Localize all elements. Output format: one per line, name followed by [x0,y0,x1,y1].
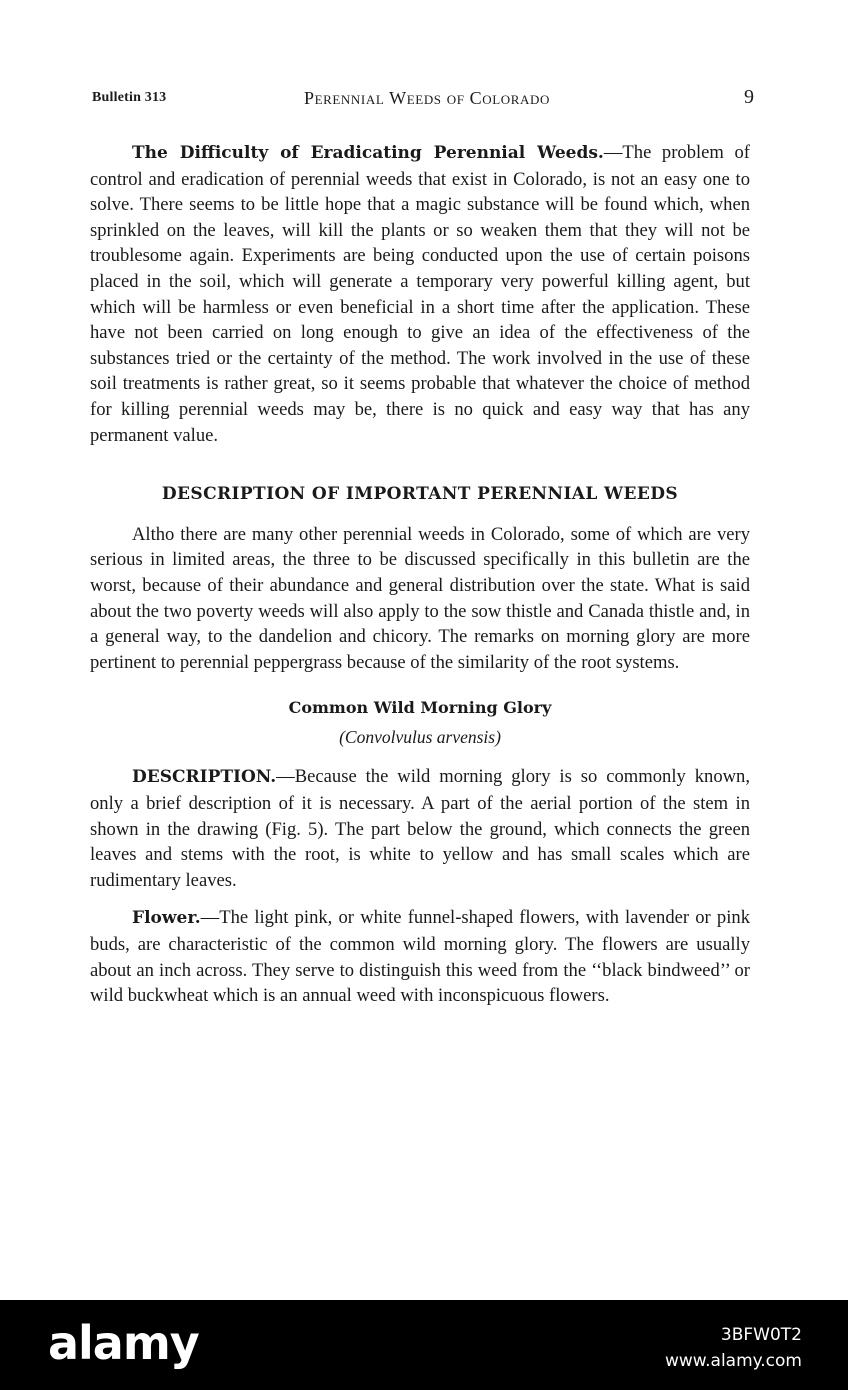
paragraph-text: —The problem of control and eradication of perennial weeds that exist in Colorado, is not an easy one to solve. There seems to be little hope that a magic substance will be found which, when sprinkled on the leaves, will kill the plants or so weaken them that they will not be troublesome again. Experiments are being conducted upon the use of certain poisons placed in the soil, which will generate a temporary very powerful killing agent, but which will be harmless or even beneficial in a short time after the application. These have not been carried on long enough to give an idea of the effectiveness of the substances tried or the certainty of the method. The work involved in the use of these soil treatments is rather great, so it seems probable that whatever the choice of method for killing perennial weeds may be, there is no quick and easy way that has any permanent value. [90,142,750,446]
stock-watermark-bar [0,1300,848,1390]
stock-url: www.alamy.com [664,1351,802,1371]
running-title: Perennial Weeds of Colorado [303,88,551,108]
paragraph-flower [90,905,750,1008]
image-id: 3BFW0T2 [720,1325,802,1345]
paragraph-text: —Because the wild morning glory is so commonly known, only a brief description of it is necessary. A part of the aerial portion of the stem in shown in the drawing (Fig. 5). The part below the ground, which connects the green leaves and stems with the root, is white to yellow and has small scales which are rudimentary leaves. [90,766,750,891]
subsection-heading: Common Wild Morning Glory [288,698,552,718]
scientific-name: (Convolvulus arvensis) [339,726,501,747]
paragraph-text: —The light pink, or white funnel-shaped flowers, with lavender or pink buds, are characteristic of the common wild morning glory. The flowers are usually about an inch across. They serve to distinguish this weed from the ‘‘black bindweed’’ or wild buckwheat which is an annual weed with inconspicuous flowers. [90,907,750,1007]
run-in-heading-difficulty: The Difficulty of Eradicating Perennial Weeds. [132,143,604,163]
stock-meta [665,1322,802,1374]
paragraph-description [90,764,750,893]
section-heading: DESCRIPTION OF IMPORTANT PERENNIAL WEEDS [161,484,679,505]
paragraph-difficulty [90,140,750,448]
run-in-heading-flower: Flower. [132,908,201,929]
body-text [90,140,750,1009]
run-in-heading-description: DESCRIPTION. [132,767,277,788]
running-header [92,88,762,116]
bulletin-number: Bulletin 313 [92,90,167,105]
alamy-logo: alamy [48,1316,199,1370]
page-number: 9 [744,86,754,108]
paragraph-important-weeds: Altho there are many other perennial weeds in Colorado, some of which are very serious in limited areas, the three to be discussed specifically in this bulletin are the worst, because of their abundance and general distribution over the state. What is said about the two poverty weeds will also apply to the sow thistle and Canada thistle and, in a general way, to the dandelion and chicory. The remarks on morning glory are more pertinent to perennial peppergrass because of the similarity of the root systems. [90,523,750,673]
